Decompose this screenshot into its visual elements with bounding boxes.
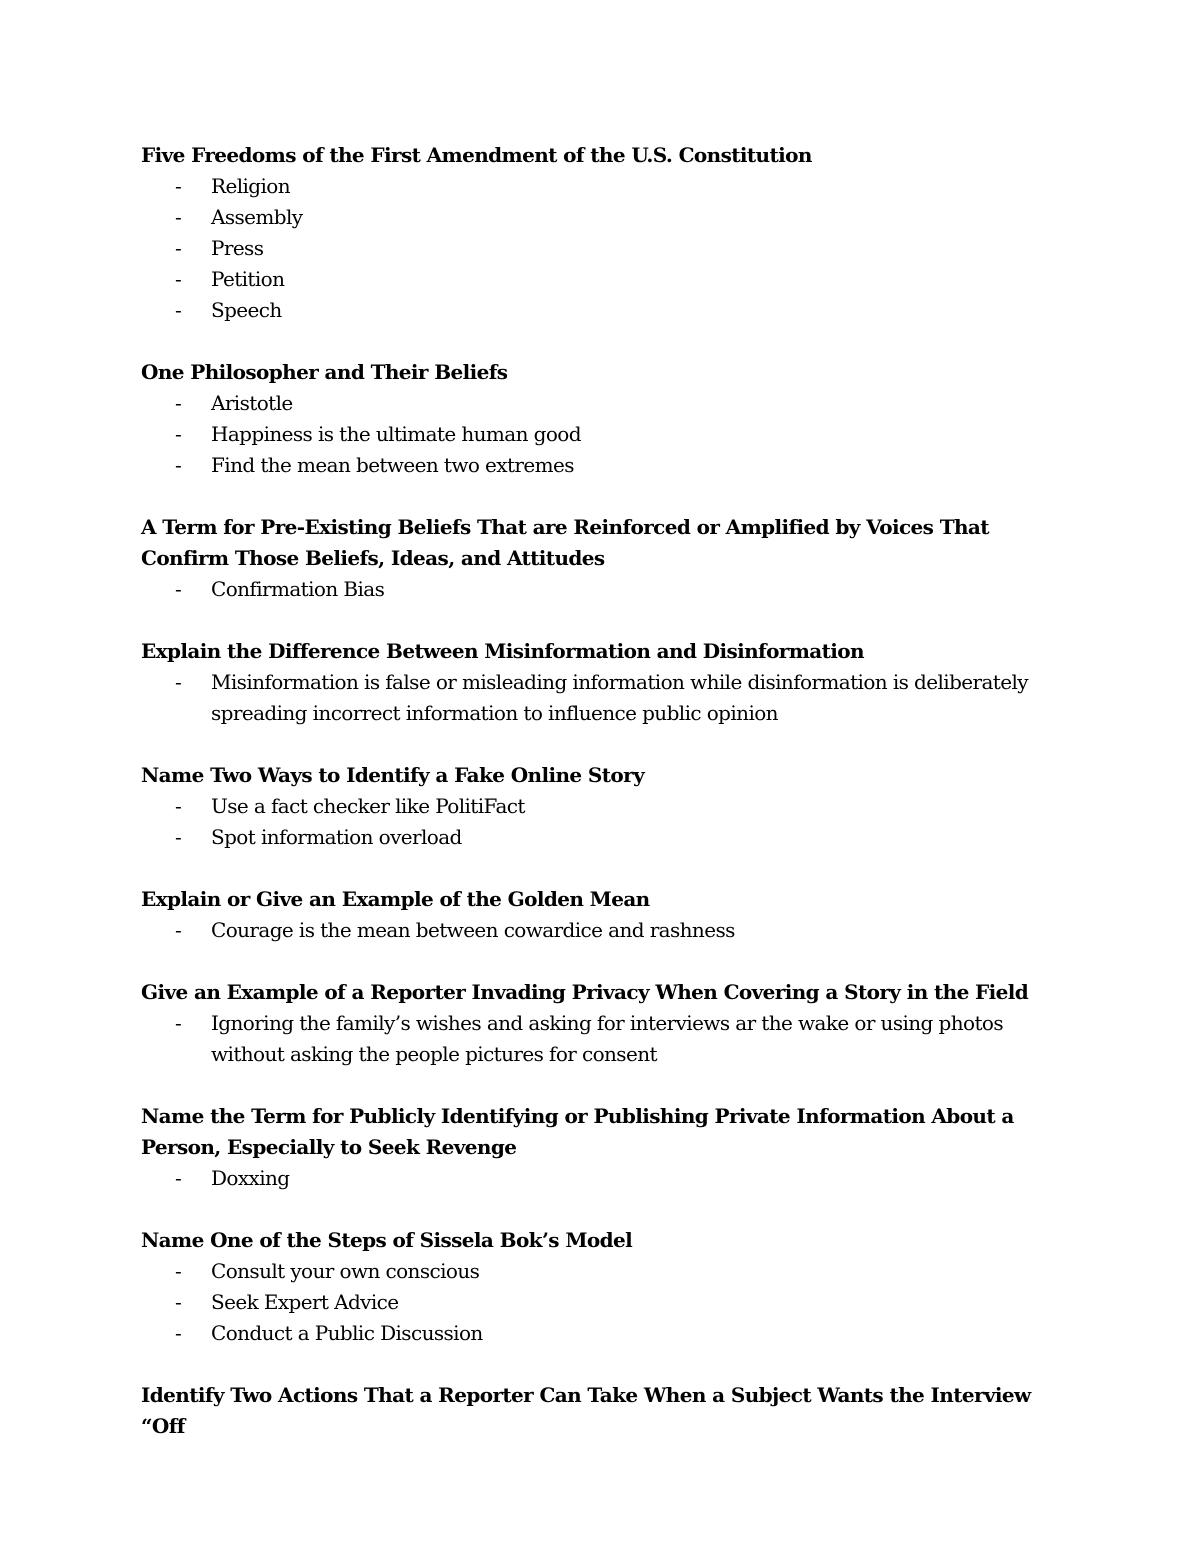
- list-item-text: Petition: [211, 267, 285, 291]
- dash-bullet: -: [175, 1166, 182, 1190]
- list-item-text: Find the mean between two extremes: [211, 453, 574, 477]
- dash-bullet: -: [175, 422, 182, 446]
- section-golden-mean: [141, 884, 1071, 946]
- section-misinformation: [141, 636, 1071, 729]
- dash-bullet: -: [175, 577, 182, 601]
- list-item-text: Press: [211, 236, 264, 260]
- list-item: [141, 1318, 1071, 1349]
- section-bok-model: [141, 1225, 1071, 1349]
- section-heading: A Term for Pre-Existing Beliefs That are Reinforced or Amplified by Voices That Confirm Those Beliefs, Ideas, and Attitudes: [141, 515, 989, 570]
- list-item-text: Happiness is the ultimate human good: [211, 422, 581, 446]
- list-item: [141, 264, 1071, 295]
- list-item: [141, 1256, 1071, 1287]
- dash-bullet: -: [175, 918, 182, 942]
- list-item: [141, 295, 1071, 326]
- dash-bullet: -: [175, 794, 182, 818]
- dash-bullet: -: [175, 174, 182, 198]
- list-item: [141, 822, 1071, 853]
- list-item: [141, 233, 1071, 264]
- list-item: [141, 1163, 1071, 1194]
- section-confirmation-bias: [141, 512, 1071, 605]
- bullet-list: [141, 388, 1071, 481]
- section-doxxing: [141, 1101, 1071, 1194]
- dash-bullet: -: [175, 1011, 182, 1035]
- bullet-list: [141, 1163, 1071, 1194]
- list-item-text: Spot information overload: [211, 825, 462, 849]
- list-item: [141, 915, 1071, 946]
- list-item-text: Assembly: [211, 205, 303, 229]
- section-first-amendment: [141, 140, 1071, 326]
- list-item-text: Religion: [211, 174, 291, 198]
- bullet-list: [141, 1256, 1071, 1349]
- list-item-text: Use a fact checker like PolitiFact: [211, 794, 525, 818]
- list-item: [141, 1287, 1071, 1318]
- section-heading: Name the Term for Publicly Identifying or Publishing Private Information About a Person, Especially to Seek Revenge: [141, 1104, 1014, 1159]
- list-item: [141, 419, 1071, 450]
- list-item: [141, 388, 1071, 419]
- section-heading: Explain or Give an Example of the Golden Mean: [141, 887, 650, 911]
- section-heading: Five Freedoms of the First Amendment of the U.S. Constitution: [141, 143, 812, 167]
- list-item: [141, 171, 1071, 202]
- section-heading: Name Two Ways to Identify a Fake Online Story: [141, 763, 645, 787]
- list-item-text: Confirmation Bias: [211, 577, 385, 601]
- section-fake-story: [141, 760, 1071, 853]
- section-invading-privacy: [141, 977, 1071, 1070]
- dash-bullet: -: [175, 453, 182, 477]
- section-heading: Give an Example of a Reporter Invading Privacy When Covering a Story in the Field: [141, 980, 1029, 1004]
- section-heading: One Philosopher and Their Beliefs: [141, 360, 508, 384]
- list-item-text: Speech: [211, 298, 282, 322]
- list-item: [141, 667, 1071, 729]
- dash-bullet: -: [175, 267, 182, 291]
- list-item-text: Consult your own conscious: [211, 1259, 480, 1283]
- section-off-the-record: [141, 1380, 1071, 1442]
- bullet-list: [141, 667, 1071, 729]
- list-item-text: Misinformation is false or misleading information while disinformation is deliberately spreading incorrect information to influence public opinion: [211, 670, 1028, 725]
- dash-bullet: -: [175, 670, 182, 694]
- section-heading: Identify Two Actions That a Reporter Can Take When a Subject Wants the Interview “Off: [141, 1383, 1031, 1438]
- dash-bullet: -: [175, 236, 182, 260]
- list-item: [141, 202, 1071, 233]
- list-item-text: Courage is the mean between cowardice and rashness: [211, 918, 735, 942]
- bullet-list: [141, 171, 1071, 326]
- bullet-list: [141, 1008, 1071, 1070]
- dash-bullet: -: [175, 391, 182, 415]
- dash-bullet: -: [175, 205, 182, 229]
- section-heading: Name One of the Steps of Sissela Bok’s Model: [141, 1228, 633, 1252]
- dash-bullet: -: [175, 1259, 182, 1283]
- bullet-list: [141, 791, 1071, 853]
- list-item-text: Ignoring the family’s wishes and asking for interviews ar the wake or using photos without asking the people pictures for consent: [211, 1011, 1003, 1066]
- list-item: [141, 450, 1071, 481]
- list-item: [141, 1008, 1071, 1070]
- list-item-text: Doxxing: [211, 1166, 290, 1190]
- list-item-text: Seek Expert Advice: [211, 1290, 399, 1314]
- bullet-list: [141, 915, 1071, 946]
- dash-bullet: -: [175, 1290, 182, 1314]
- dash-bullet: -: [175, 298, 182, 322]
- dash-bullet: -: [175, 825, 182, 849]
- bullet-list: [141, 574, 1071, 605]
- document-page: [141, 140, 1071, 1473]
- list-item: [141, 574, 1071, 605]
- list-item: [141, 791, 1071, 822]
- list-item-text: Aristotle: [211, 391, 293, 415]
- dash-bullet: -: [175, 1321, 182, 1345]
- section-heading: Explain the Difference Between Misinformation and Disinformation: [141, 639, 864, 663]
- list-item-text: Conduct a Public Discussion: [211, 1321, 483, 1345]
- section-philosopher: [141, 357, 1071, 481]
